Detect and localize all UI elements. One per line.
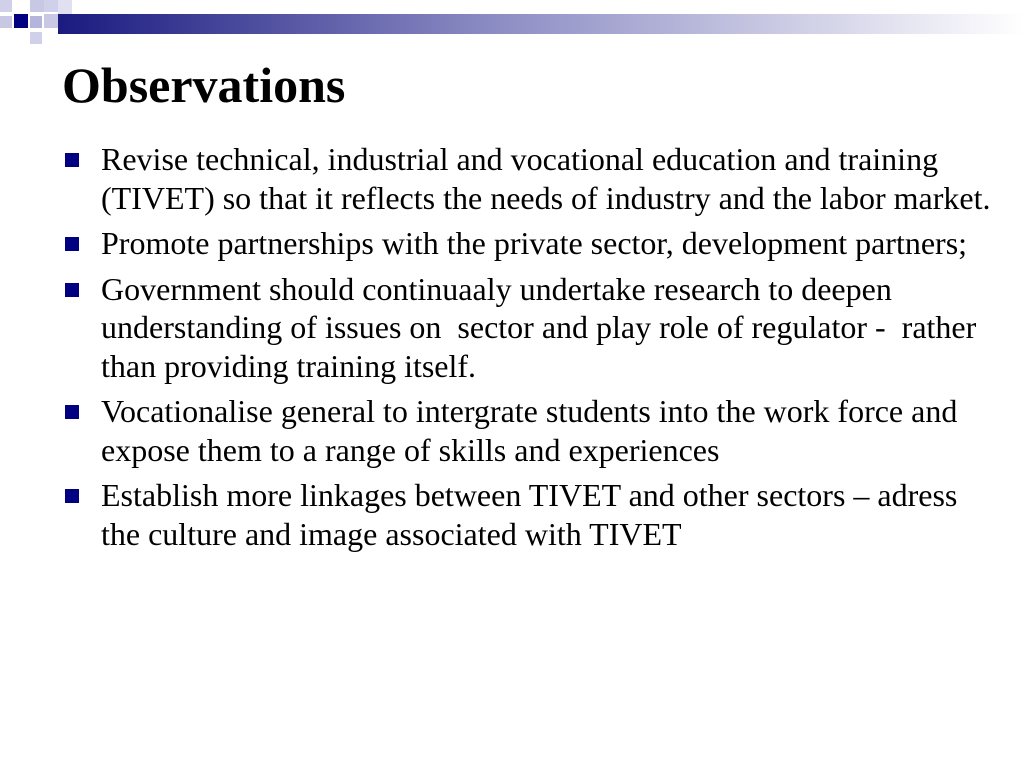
bullet-item	[62, 392, 992, 469]
header-decoration	[0, 0, 1024, 60]
square-bullet-icon	[65, 405, 79, 419]
bullet-text: Establish more linkages between TIVET and other sectors – adress the culture and image associated with TIVET	[101, 477, 966, 552]
bullet-item	[62, 140, 992, 217]
slide-title: Observations	[62, 57, 346, 113]
bullet-list	[62, 140, 992, 560]
square-bullet-icon	[65, 283, 79, 297]
bullet-item	[62, 476, 992, 553]
bullet-text: Revise technical, industrial and vocational education and training (TIVET) so that it reflects the needs of industry and the labor market.	[101, 141, 991, 216]
square-bullet-icon	[65, 153, 79, 167]
bullet-text: Government should continuaaly undertake research to deepen understanding of issues on sector and play role of regulator - rather than providing training itself.	[101, 270, 985, 384]
bullet-item	[62, 224, 992, 263]
square-bullet-icon	[65, 489, 79, 503]
bullet-item	[62, 270, 992, 386]
bullet-text: Promote partnerships with the private sector, development partners;	[101, 225, 968, 261]
square-bullet-icon	[65, 237, 79, 251]
bullet-text: Vocationalise general to intergrate students into the work force and expose them to a range of skills and experiences	[101, 393, 966, 468]
